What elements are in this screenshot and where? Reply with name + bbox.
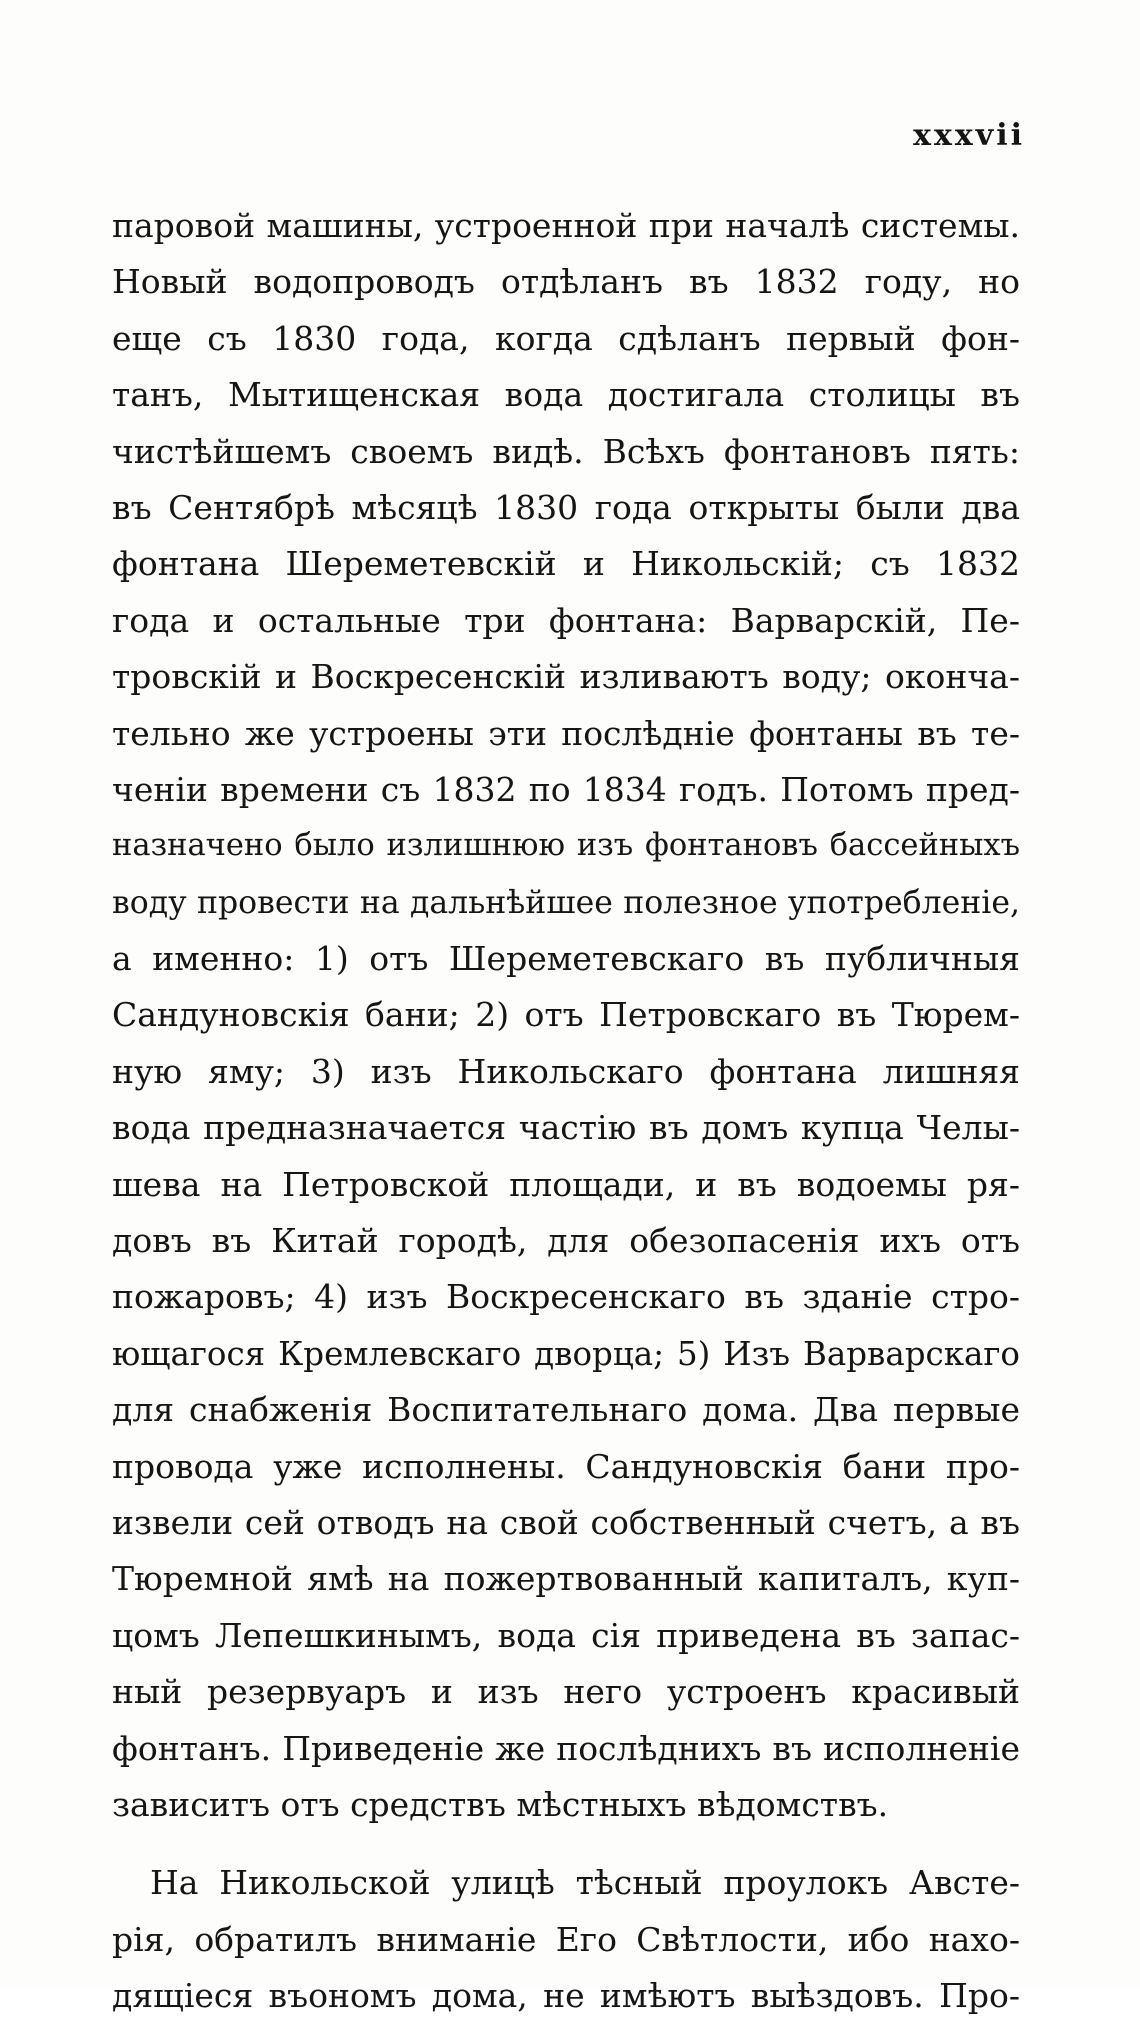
text-line: Новый водопроводъ отдѣланъ въ 1832 году, но bbox=[112, 262, 1020, 302]
text-line: въ Сентябрѣ мѣсяцѣ 1830 года открыты были два bbox=[112, 487, 1020, 527]
text-line: чистѣйшемъ своемъ видѣ. Всѣхъ фонтановъ пять: bbox=[112, 431, 1020, 471]
text-line: назначено было излишнюю изъ фонтановъ бассейныхъ bbox=[112, 828, 1020, 864]
text-line: На Никольской улицѣ тѣсный проулокъ Австе- bbox=[150, 1863, 1020, 1903]
text-line: еще съ 1830 года, когда сдѣланъ первый фон- bbox=[112, 318, 1020, 358]
text-line: извели сей отводъ на свой собственный счетъ, а въ bbox=[112, 1502, 1020, 1542]
text-line: ную яму; 3) изъ Никольскаго фонтана лишняя bbox=[112, 1051, 1020, 1091]
text-line: фонтанъ. Приведеніе же послѣднихъ въ исполненіе bbox=[112, 1728, 1020, 1768]
text-line: паровой машины, устроенной при началѣ системы. bbox=[112, 206, 1020, 245]
text-line: ющагося Кремлевскаго дворца; 5) Изъ Варварскаго bbox=[112, 1334, 1020, 1373]
paragraph-spacer bbox=[112, 1833, 1020, 1855]
text-line: Тюремной ямѣ на пожертвованный капиталъ, куп- bbox=[112, 1559, 1020, 1599]
text-line: дящіеся въономъ дома, не имѣютъ выѣздовъ. Про- bbox=[112, 1976, 1020, 2016]
body-text bbox=[112, 198, 1020, 2025]
text-line: цомъ Лепешкинымъ, вода сія приведена въ запас- bbox=[112, 1615, 1020, 1655]
text-line: довъ въ Китай городѣ, для обезопасенія ихъ отъ bbox=[112, 1221, 1020, 1261]
text-line: пожаровъ; 4) изъ Воскресенскаго въ зданіе стро- bbox=[112, 1277, 1020, 1317]
text-line: для снабженія Воспитательнаго дома. Два первые bbox=[112, 1390, 1020, 1430]
text-line: тровскій и Воскресенскій изливаютъ воду; оконча- bbox=[112, 657, 1020, 697]
text-line: воду провести на дальнѣйшее полезное употребленіе, bbox=[112, 884, 1020, 921]
text-line: ченіи времени съ 1832 по 1834 годъ. Потомъ пред- bbox=[112, 769, 1020, 809]
text-line: шева на Петровской площади, и въ водоемы ря- bbox=[112, 1164, 1020, 1204]
paragraph-2 bbox=[112, 1855, 1020, 2024]
text-line: а именно: 1) отъ Шереметевскаго въ публичныя bbox=[112, 939, 1020, 979]
text-line: провода уже исполнены. Сандуновскія бани про- bbox=[112, 1446, 1020, 1486]
text-line: вода предназначается частію въ домъ купца Челы- bbox=[112, 1108, 1020, 1148]
text-line: зависитъ отъ средствъ мѣстныхъ вѣдомствъ. bbox=[112, 1784, 889, 1824]
text-line: танъ, Мытищенская вода достигала столицы въ bbox=[112, 375, 1020, 415]
paragraph-1 bbox=[112, 198, 1020, 1833]
page-number: xxxvii bbox=[913, 118, 1025, 153]
text-line: рія, обратилъ вниманіе Его Свѣтлости, ибо нахо- bbox=[112, 1919, 1020, 1959]
text-line: фонтана Шереметевскій и Никольскій; съ 1832 bbox=[112, 544, 1020, 584]
text-line: тельно же устроены эти послѣдніе фонтаны въ те- bbox=[112, 713, 1020, 753]
text-line: Сандуновскія бани; 2) отъ Петровскаго въ Тюрем- bbox=[112, 995, 1020, 1035]
text-line: ный резервуаръ и изъ него устроенъ красивый bbox=[112, 1672, 1020, 1712]
text-line: года и остальные три фонтана: Варварскій, Пе- bbox=[112, 600, 1020, 640]
